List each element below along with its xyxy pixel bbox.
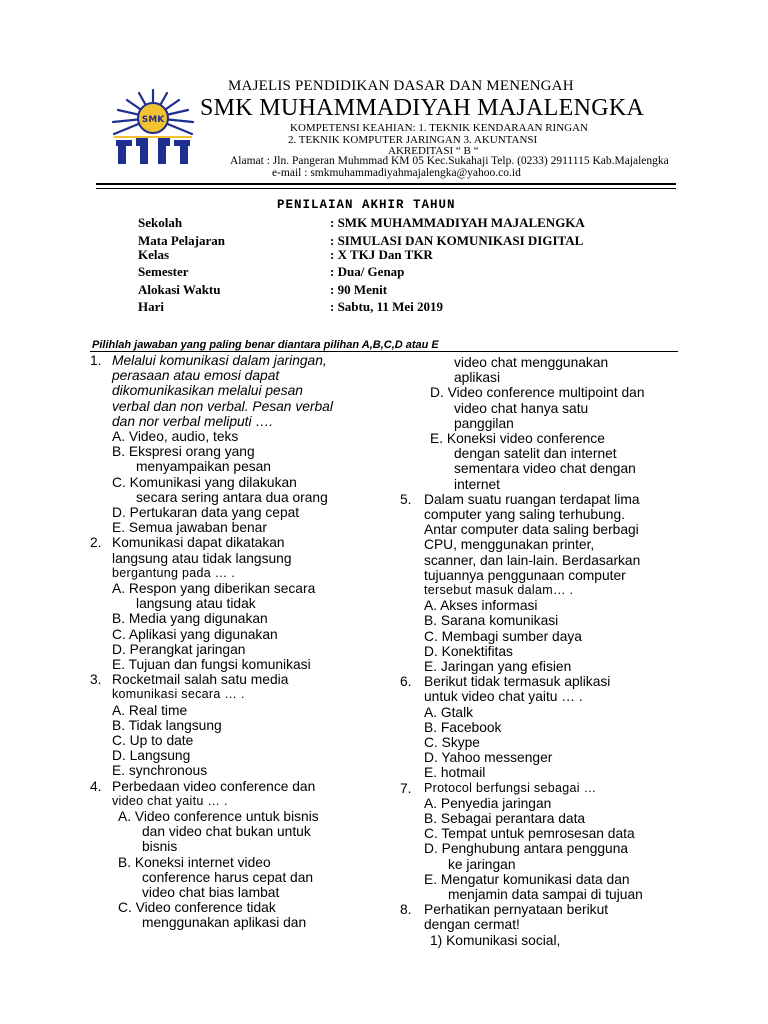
- question-number: 4.: [90, 778, 102, 794]
- address: Alamat : Jln. Pangeran Muhmmad KM 05 Kec.Sukahaji Telp. (0233) 2911115 Kab.Majalengka: [230, 155, 669, 167]
- info-label: Semester: [138, 264, 189, 279]
- info-value: : 90 Menit: [330, 282, 388, 297]
- question-text-line: B. Tidak langsung: [112, 717, 222, 733]
- question-text-line: video chat menggunakan: [454, 355, 609, 370]
- question-text-line: D. Video conference multipoint dan: [430, 385, 645, 401]
- question-text-line: C. Tempat untuk pemrosesan data: [424, 826, 635, 842]
- question-text-line: tujuannya penggunaan computer: [424, 567, 626, 583]
- question-text-line: E. Mengatur komunikasi data dan: [424, 871, 630, 887]
- question-text-line: internet: [454, 476, 501, 492]
- question-text-line: Dalam suatu ruangan terdapat lima: [424, 491, 640, 507]
- info-label: Sekolah: [138, 215, 183, 230]
- question-text-line: menjamin data sampai di tujuan: [448, 887, 643, 902]
- question-text-line: Melalui komunikasi dalam jaringan,: [112, 353, 327, 368]
- question-text-line: A. Respon yang diberikan secara: [112, 581, 316, 596]
- question-text-line: E. synchronous: [112, 763, 208, 779]
- question-text-line: bergantung pada … .: [112, 565, 236, 580]
- question-text-line: ke jaringan: [448, 856, 516, 872]
- info-value: : SMK MUHAMMADIYAH MAJALENGKA: [330, 215, 585, 230]
- question-text-line: langsung atau tidak langsung: [112, 550, 292, 566]
- info-value: : X TKJ Dan TKR: [330, 247, 433, 262]
- question-text-line: panggilan: [454, 415, 514, 431]
- question-text-line: B. Media yang digunakan: [112, 611, 268, 627]
- akreditasi: AKREDITASI “ B “: [388, 145, 479, 157]
- question-text-line: dengan cermat!: [424, 917, 520, 933]
- exam-title: PENILAIAN AKHIR TAHUN: [277, 198, 456, 212]
- question-text-line: dan video chat bukan untuk: [142, 824, 311, 840]
- question-text-line: E. Semua jawaban benar: [112, 520, 267, 536]
- question-text-line: C. Aplikasi yang digunakan: [112, 626, 278, 642]
- question-text-line: Berikut tidak termasuk aplikasi: [424, 674, 611, 690]
- kompetensi-line-1: KOMPETENSI KEAHIAN: 1. TEKNIK KENDARAAN RINGAN: [290, 122, 588, 134]
- header-divider-thick: [96, 183, 676, 185]
- question-text-line: C. Membagi sumber daya: [424, 628, 582, 644]
- kompetensi-line-2: 2. TEKNIK KOMPUTER JARINGAN 3. AKUNTANSI: [288, 134, 538, 146]
- question-text-line: Protocol berfungsi sebagai …: [424, 780, 597, 795]
- svg-text:SMK: SMK: [141, 115, 165, 125]
- question-text-line: Komunikasi dapat dikatakan: [112, 535, 285, 551]
- header-divider-thin: [96, 188, 676, 189]
- question-text-line: video chat hanya satu: [454, 400, 589, 416]
- question-text-line: scanner, dan lain-lain. Berdasarkan: [424, 552, 641, 568]
- question-text-line: E. Tujuan dan fungsi komunikasi: [112, 657, 311, 672]
- question-text-line: C. Skype: [424, 735, 480, 750]
- info-value: : Sabtu, 11 Mei 2019: [330, 299, 444, 314]
- question-text-line: Perhatikan pernyataan berikut: [424, 902, 609, 918]
- question-text-line: perasaan atau emosi dapat: [112, 368, 280, 384]
- question-text-line: bisnis: [142, 839, 178, 855]
- organization-heading: MAJELIS PENDIDIKAN DASAR DAN MENENGAH: [228, 78, 574, 94]
- question-text-line: D. Perangkat jaringan: [112, 641, 246, 657]
- question-text-line: B. Ekspresi orang yang: [112, 444, 255, 460]
- info-value: : Dua/ Genap: [330, 264, 405, 279]
- question-text-line: dikomunikasikan melalui pesan: [112, 383, 303, 399]
- question-text-line: Rocketmail salah satu media: [112, 672, 289, 688]
- question-text-line: aplikasi: [454, 370, 501, 386]
- question-text-line: D. Yahoo messenger: [424, 750, 553, 766]
- question-text-line: E. hotmail: [424, 765, 486, 781]
- question-text-line: menyampaikan pesan: [136, 459, 271, 475]
- question-number: 1.: [90, 353, 102, 368]
- question-text-line: D. Langsung: [112, 748, 191, 764]
- question-text-line: C. Komunikasi yang dilakukan: [112, 474, 297, 490]
- info-label: Kelas: [138, 247, 170, 262]
- info-label: Alokasi Waktu: [138, 282, 221, 297]
- question-text-line: C. Up to date: [112, 733, 194, 748]
- question-text-line: untuk video chat yaitu … .: [424, 689, 583, 705]
- question-text-line: video chat yaitu … .: [112, 793, 228, 808]
- question-text-line: komunikasi secara … .: [112, 687, 245, 702]
- question-text-line: A. Real time: [112, 702, 188, 718]
- question-text-line: secara sering antara dua orang: [136, 489, 328, 505]
- school-name: SMK MUHAMMADIYAH MAJALENGKA: [200, 95, 645, 121]
- question-text-line: Antar computer data saling berbagi: [424, 522, 639, 538]
- question-text-line: langsung atau tidak: [136, 596, 256, 612]
- pillars-icon: [116, 138, 190, 164]
- question-number: 6.: [400, 674, 412, 690]
- question-text-line: A. Akses informasi: [424, 598, 538, 614]
- question-text-line: Perbedaan video conference dan: [112, 778, 316, 794]
- info-label: Mata Pelajaran: [138, 233, 226, 248]
- question-number: 7.: [400, 780, 412, 796]
- question-text-line: computer yang saling terhubung.: [424, 507, 625, 522]
- question-number: 3.: [90, 672, 102, 688]
- question-text-line: A. Video conference untuk bisnis: [118, 809, 319, 824]
- question-text-line: B. Sarana komunikasi: [424, 613, 559, 629]
- question-text-line: 1) Komunikasi social,: [430, 932, 561, 948]
- question-text-line: A. Penyedia jaringan: [424, 795, 552, 811]
- question-text-line: E. Jaringan yang efisien: [424, 659, 572, 674]
- info-value: : SIMULASI DAN KOMUNIKASI DIGITAL: [330, 233, 584, 248]
- question-text-line: video chat bias lambat: [142, 885, 280, 900]
- info-label: Hari: [138, 299, 164, 314]
- email-address: e-mail : smkmuhammadiyahmajalengka@yahoo.co.id: [272, 167, 521, 179]
- question-number: 5.: [400, 491, 412, 507]
- instructions: Pilihlah jawaban yang paling benar diantara pilihan A,B,C,D atau E: [92, 339, 439, 351]
- question-text-line: D. Pertukaran data yang cepat: [112, 505, 300, 520]
- question-text-line: A. Gtalk: [424, 704, 474, 720]
- question-number: 2.: [90, 535, 102, 551]
- question-text-line: tersebut masuk dalam… .: [424, 583, 574, 597]
- question-text-line: menggunakan aplikasi dan: [142, 915, 307, 931]
- question-text-line: B. Koneksi internet video: [118, 854, 271, 870]
- question-text-line: dan nor verbal meliputi ….: [112, 413, 274, 429]
- question-text-line: verbal dan non verbal. Pesan verbal: [112, 398, 333, 414]
- question-text-line: dengan satelit dan internet: [454, 446, 617, 462]
- question-text-line: B. Facebook: [424, 719, 502, 735]
- question-text-line: D. Penghubung antara pengguna: [424, 841, 629, 857]
- question-text-line: A. Video, audio, teks: [112, 429, 239, 444]
- question-number: 8.: [400, 902, 412, 918]
- question-text-line: conference harus cepat dan: [142, 869, 314, 885]
- question-text-line: sementara video chat dengan: [454, 461, 636, 477]
- school-logo: [110, 88, 196, 166]
- question-text-line: CPU, menggunakan printer,: [424, 537, 595, 553]
- question-text-line: C. Video conference tidak: [118, 900, 276, 916]
- question-text-line: E. Koneksi video conference: [430, 431, 605, 446]
- instruction-divider: [90, 351, 678, 352]
- question-text-line: D. Konektifitas: [424, 643, 513, 659]
- question-text-line: B. Sebagai perantara data: [424, 811, 586, 826]
